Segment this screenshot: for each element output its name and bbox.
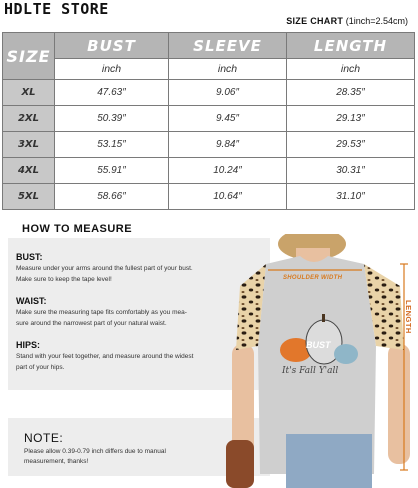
size-chart-title — [286, 16, 408, 26]
size-chart-table — [2, 32, 415, 210]
bust-cell: 53.15″ — [55, 132, 169, 158]
table-header-row — [3, 33, 415, 59]
sleeve-cell: 10.64″ — [169, 184, 287, 210]
bust-cell: 50.39″ — [55, 106, 169, 132]
length-unit: inch — [287, 59, 415, 80]
table-row — [3, 158, 415, 184]
note-line-2: measurement, thanks! — [24, 458, 89, 465]
length-header: LENGTH — [287, 33, 415, 59]
table-row — [3, 132, 415, 158]
size-header: SIZE — [3, 33, 55, 80]
tshirt-with-pumpkins-image — [226, 234, 418, 488]
note-line-1: Please allow 0.39-0.79 inch differs due to manual — [24, 448, 166, 455]
length-cell: 31.10″ — [287, 184, 415, 210]
size-cell: 5XL — [3, 184, 55, 210]
hips-heading: HIPS: — [16, 340, 41, 350]
waist-line-1: Make sure the measuring tape fits comfortably as you mea- — [16, 309, 187, 316]
bust-cell: 47.63″ — [55, 80, 169, 106]
length-cell: 29.53″ — [287, 132, 415, 158]
sleeve-header: SLEEVE — [169, 33, 287, 59]
waist-line-2: sure around the narrowest part of your natural waist. — [16, 320, 167, 327]
length-label: LENGTH — [404, 300, 413, 334]
bust-heading: BUST: — [16, 252, 43, 262]
bust-line-1: Measure under your arms around the fullest part of your bust. — [16, 265, 193, 272]
sleeve-unit: inch — [169, 59, 287, 80]
bust-label: BUST — [306, 340, 331, 350]
bust-unit: inch — [55, 59, 169, 80]
table-row — [3, 106, 415, 132]
sleeve-cell: 9.45″ — [169, 106, 287, 132]
unit-row — [3, 59, 415, 80]
hips-line-2: part of your hips. — [16, 364, 65, 371]
bust-line-2: Make sure to keep the tape level! — [16, 276, 112, 283]
size-chart-heading: SIZE CHART — [286, 16, 344, 26]
length-cell: 29.13″ — [287, 106, 415, 132]
size-cell: 3XL — [3, 132, 55, 158]
table-row — [3, 184, 415, 210]
shirt-print-text: It's Fall Y'all — [282, 366, 339, 376]
size-cell: 4XL — [3, 158, 55, 184]
sleeve-cell: 9.06″ — [169, 80, 287, 106]
note-text — [24, 447, 244, 467]
waist-heading: WAIST: — [16, 296, 47, 306]
how-to-measure-title: HOW TO MEASURE — [22, 223, 133, 235]
shoulder-width-label: SHOULDER WIDTH — [283, 275, 343, 281]
bust-header: BUST — [55, 33, 169, 59]
size-cell: XL — [3, 80, 55, 106]
brand-name: HDLTE STORE — [4, 0, 109, 18]
size-cell: 2XL — [3, 106, 55, 132]
sleeve-cell: 10.24″ — [169, 158, 287, 184]
unit-note: (1inch=2.54cm) — [345, 16, 408, 26]
bust-cell: 55.91″ — [55, 158, 169, 184]
hips-line-1: Stand with your feet together, and measure around the widest — [16, 353, 194, 360]
length-cell: 28.35″ — [287, 80, 415, 106]
sleeve-cell: 9.84″ — [169, 132, 287, 158]
note-title: NOTE: — [24, 431, 64, 445]
length-cell: 30.31″ — [287, 158, 415, 184]
bust-cell: 58.66″ — [55, 184, 169, 210]
table-row — [3, 80, 415, 106]
